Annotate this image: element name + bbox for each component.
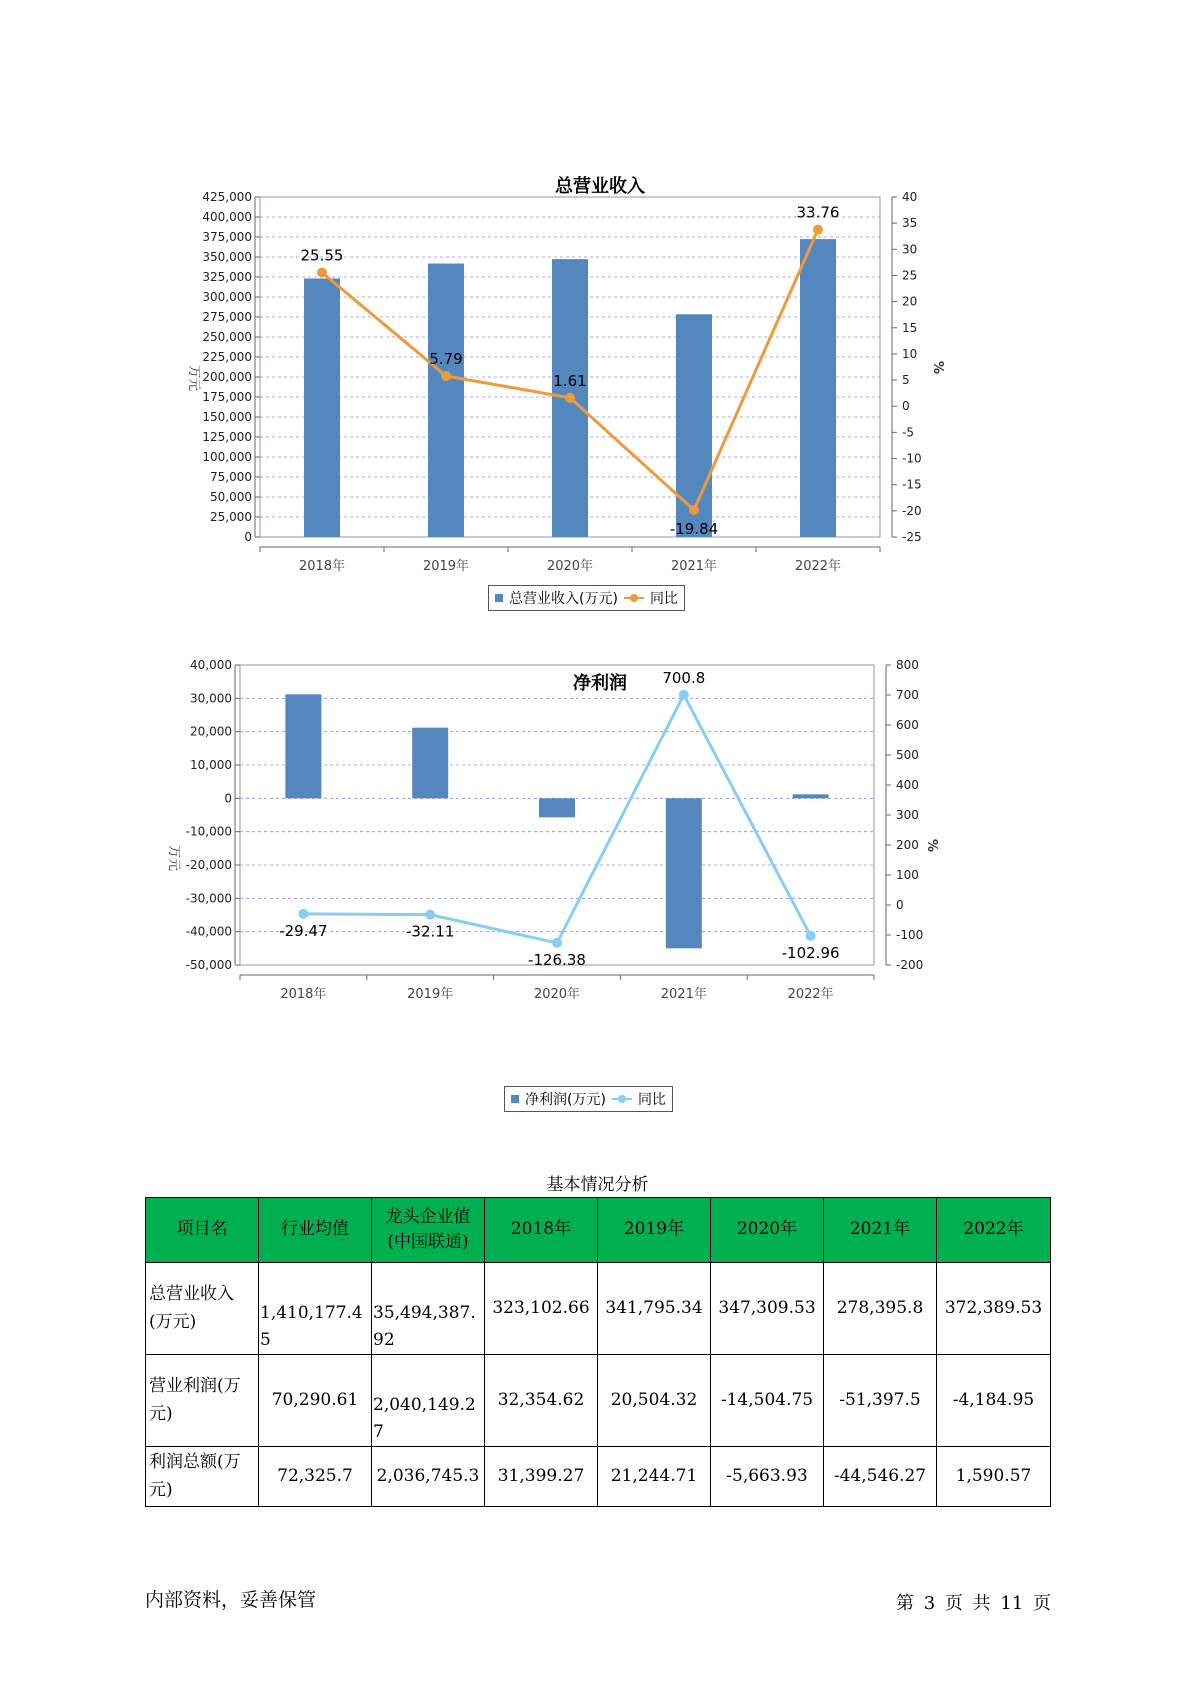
left-tick-label: 200,000 <box>202 370 252 384</box>
right-tick-label: 30 <box>902 242 918 257</box>
right-tick-label: 0 <box>896 898 904 912</box>
x-tick-label: 2022年 <box>794 559 842 574</box>
left-tick-label: 40,000 <box>190 658 232 672</box>
right-tick-label: -200 <box>896 958 924 972</box>
table-cell: 72,325.7 <box>259 1447 372 1507</box>
left-tick-label: 10,000 <box>190 758 232 772</box>
left-tick-label: -10,000 <box>185 824 232 839</box>
table-cell: 278,395.8 <box>824 1263 937 1355</box>
table-cell: 20,504.32 <box>598 1355 711 1447</box>
table-cell: -14,504.75 <box>711 1355 824 1447</box>
right-tick-label: 400 <box>896 778 919 792</box>
right-tick-label: 700 <box>896 688 919 702</box>
left-tick-label: 425,000 <box>202 190 252 204</box>
x-tick-label: 2022年 <box>787 987 834 1002</box>
footer-page-number: 第 3 页 共 11 页 <box>896 1593 1051 1614</box>
table-header-cell: 项目名 <box>146 1198 259 1263</box>
right-tick-label: -20 <box>902 503 922 518</box>
left-tick-label: 75,000 <box>210 470 252 484</box>
left-tick-label: -20,000 <box>185 858 232 872</box>
x-tick-label: 2018年 <box>280 987 327 1002</box>
net-profit-chart <box>166 658 1030 1125</box>
revenue-chart <box>170 165 1030 625</box>
legend-line-swatch <box>624 597 644 599</box>
table-row <box>146 1355 1051 1447</box>
yoy-point <box>813 225 823 235</box>
bar <box>676 314 712 537</box>
right-tick-label: 5 <box>902 373 910 388</box>
chart-title: 总营业收入 <box>555 176 645 197</box>
left-tick-label: 20,000 <box>190 724 232 739</box>
yoy-data-label: -32.11 <box>406 922 455 941</box>
left-tick-label: 0 <box>224 791 232 806</box>
yoy-data-label: 1.61 <box>553 371 587 390</box>
right-tick-label: 25 <box>902 268 918 283</box>
yoy-data-label: -19.84 <box>669 520 719 539</box>
bar <box>285 694 321 798</box>
table-header-cell: 2021年 <box>824 1198 937 1263</box>
yoy-data-label: 33.76 <box>796 203 840 222</box>
yoy-point <box>806 931 816 941</box>
table-body <box>146 1263 1051 1507</box>
left-tick-label: 375,000 <box>202 230 252 244</box>
left-tick-label: -30,000 <box>185 891 232 906</box>
x-tick-label: 2018年 <box>298 559 346 574</box>
yoy-point <box>552 938 562 948</box>
left-tick-label: -50,000 <box>185 958 232 972</box>
bar <box>304 279 340 537</box>
table-cell: 35,494,387.92 <box>372 1263 485 1355</box>
right-tick-label: 500 <box>896 748 919 762</box>
left-tick-label: 30,000 <box>190 691 232 706</box>
table-row <box>146 1263 1051 1355</box>
left-tick-label: 225,000 <box>202 350 252 364</box>
table-header-row <box>146 1198 1051 1263</box>
right-tick-label: 600 <box>896 718 919 732</box>
left-tick-label: 275,000 <box>202 310 252 324</box>
table-cell: 341,795.34 <box>598 1263 711 1355</box>
left-tick-label: 250,000 <box>202 330 252 344</box>
row-name: 总营业收入(万元) <box>146 1263 259 1355</box>
yoy-data-label: -29.47 <box>279 921 328 940</box>
yoy-point <box>425 910 435 920</box>
bar <box>793 794 829 798</box>
legend-line-label: 同比 <box>649 591 678 607</box>
yoy-point <box>441 371 451 381</box>
table-cell: -4,184.95 <box>937 1355 1051 1447</box>
table-cell: 372,389.53 <box>937 1263 1051 1355</box>
left-tick-label: -40,000 <box>185 924 232 939</box>
right-tick-label: 200 <box>896 838 919 852</box>
legend-line-swatch <box>612 1098 632 1100</box>
right-tick-label: -25 <box>902 530 922 544</box>
right-axis-title: % <box>930 361 945 375</box>
table-cell: 31,399.27 <box>485 1447 598 1507</box>
table-cell: 2,036,745.3 <box>372 1447 485 1507</box>
table-cell: 347,309.53 <box>711 1263 824 1355</box>
table-header-cell: 龙头企业值 (中国联通) <box>372 1198 485 1263</box>
yoy-data-label: 700.8 <box>662 668 706 687</box>
revenue-chart-svg <box>170 165 1030 625</box>
table-cell: -51,397.5 <box>824 1355 937 1447</box>
yoy-point <box>565 393 575 403</box>
legend-line-label: 同比 <box>637 1092 666 1108</box>
right-tick-label: -15 <box>902 477 922 492</box>
bar <box>539 798 575 817</box>
x-tick-label: 2021年 <box>660 987 707 1002</box>
right-tick-label: 15 <box>902 320 918 335</box>
right-tick-label: -10 <box>902 451 922 466</box>
right-tick-label: 300 <box>896 808 919 822</box>
right-tick-label: 20 <box>902 294 918 309</box>
left-tick-label: 100,000 <box>202 450 252 464</box>
table-header-cell: 2022年 <box>937 1198 1051 1263</box>
left-tick-label: 175,000 <box>202 390 252 404</box>
left-tick-label: 400,000 <box>202 210 252 224</box>
footer-confidential: 内部资料，妥善保管 <box>145 1589 317 1611</box>
left-tick-label: 25,000 <box>210 510 252 524</box>
table-cell: 21,244.71 <box>598 1447 711 1507</box>
chart-legend <box>488 585 685 611</box>
left-axis-title: 万元 <box>166 845 181 872</box>
bar <box>412 728 448 799</box>
bar <box>666 798 702 948</box>
yoy-data-label: -126.38 <box>528 950 586 969</box>
bar <box>800 239 836 537</box>
yoy-data-label: -102.96 <box>781 943 840 962</box>
yoy-point <box>689 505 699 515</box>
x-tick-label: 2020年 <box>546 559 594 574</box>
left-tick-label: 150,000 <box>202 410 252 424</box>
net-profit-chart-svg <box>166 658 1030 1125</box>
left-tick-label: 125,000 <box>202 430 252 444</box>
left-tick-label: 0 <box>244 530 252 544</box>
table-cell: 1,410,177.45 <box>259 1263 372 1355</box>
table-cell: 32,354.62 <box>485 1355 598 1447</box>
table-cell: -44,546.27 <box>824 1447 937 1507</box>
left-tick-label: 300,000 <box>202 290 252 304</box>
row-name: 营业利润(万元) <box>146 1355 259 1447</box>
legend-bar-label: 净利润(万元) <box>525 1092 606 1108</box>
right-tick-label: 10 <box>902 346 918 361</box>
table-cell: -5,663.93 <box>711 1447 824 1507</box>
legend-bar-swatch <box>495 594 503 602</box>
right-tick-label: 100 <box>896 868 919 882</box>
chart-legend <box>504 1086 673 1112</box>
table-header-cell: 2019年 <box>598 1198 711 1263</box>
right-axis-title: % <box>924 839 939 853</box>
right-tick-label: -100 <box>896 928 924 942</box>
table-header-cell: 2018年 <box>485 1198 598 1263</box>
right-tick-label: 800 <box>896 658 919 672</box>
table-cell: 323,102.66 <box>485 1263 598 1355</box>
left-tick-label: 325,000 <box>202 270 252 284</box>
x-tick-label: 2019年 <box>407 987 454 1002</box>
table-caption: 基本情况分析 <box>546 1175 649 1195</box>
left-tick-label: 50,000 <box>210 490 252 504</box>
right-tick-label: 35 <box>902 216 918 231</box>
x-tick-label: 2020年 <box>533 987 581 1002</box>
left-tick-label: 350,000 <box>202 250 252 264</box>
left-axis-title: 万元 <box>186 365 201 392</box>
legend-bar-label: 总营业收入(万元) <box>509 591 618 607</box>
yoy-point <box>298 909 308 919</box>
x-tick-label: 2021年 <box>670 559 718 574</box>
table-cell: 1,590.57 <box>937 1447 1051 1507</box>
yoy-data-label: 25.55 <box>300 246 344 265</box>
table-header-cell: 行业均值 <box>259 1198 372 1263</box>
row-name: 利润总额(万元) <box>146 1447 259 1507</box>
bar <box>428 264 464 537</box>
table-cell: 2,040,149.27 <box>372 1355 485 1447</box>
yoy-data-label: 5.79 <box>429 349 463 368</box>
yoy-point <box>317 268 327 278</box>
right-tick-label: -5 <box>902 425 914 440</box>
table-row <box>146 1447 1051 1507</box>
right-tick-label: 0 <box>902 399 910 414</box>
x-tick-label: 2019年 <box>422 559 470 574</box>
analysis-table <box>145 1197 1051 1507</box>
table-cell: 70,290.61 <box>259 1355 372 1447</box>
right-tick-label: 40 <box>902 190 918 204</box>
chart-title: 净利润 <box>573 673 627 694</box>
legend-bar-swatch <box>511 1095 519 1103</box>
table-header-cell: 2020年 <box>711 1198 824 1263</box>
